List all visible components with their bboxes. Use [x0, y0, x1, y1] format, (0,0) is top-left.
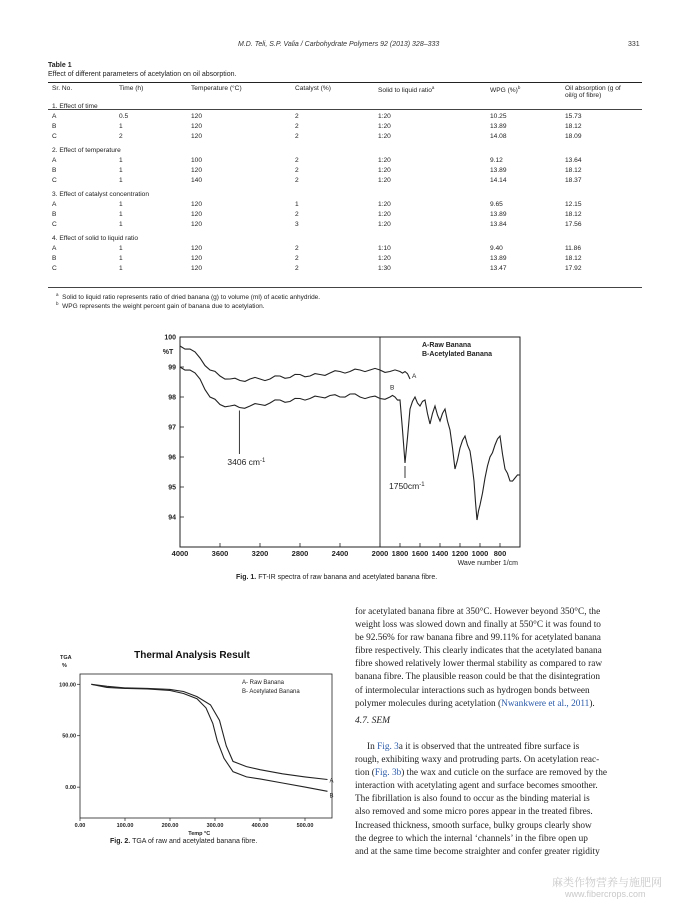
x-tick-label: 1000 — [471, 549, 489, 558]
table-cell: 1:30 — [378, 265, 391, 272]
table-cell: 18.12 — [565, 255, 582, 262]
table-cell: 2 — [295, 265, 299, 272]
table-cell: 2 — [295, 245, 299, 252]
text-line: In Fig. 3a it is observed that the untreated fibre surface is — [367, 742, 580, 752]
table-cell: 120 — [191, 265, 203, 272]
annotation-label: $1750cm^{-1}$ — [389, 481, 425, 491]
y-tick-label: 97 — [168, 424, 176, 432]
text-line: also removed and some micro pores appear in the treated fibres. — [355, 807, 593, 818]
text-line: fibre respectively. This clearly indicates that the acetylated banana — [355, 646, 602, 657]
col-header: Time (h) — [119, 85, 144, 92]
table-cell: 1:20 — [378, 157, 391, 164]
table-row — [52, 167, 642, 177]
table-cell: 1:20 — [378, 177, 391, 184]
tga-curve — [91, 684, 327, 779]
text-line: rough, exhibiting waxy and protruding parts. On acetylation reac- — [355, 755, 600, 766]
text-line: and at the same time become straighter and confer greater rigidity — [355, 846, 600, 857]
x-tick-label: 4000 — [171, 549, 189, 558]
table-cell: 14.14 — [490, 177, 507, 184]
text-line: polymer molecules during acetylation (Nwankwere et al., 2011). — [355, 698, 595, 709]
table-cell: 120 — [191, 211, 203, 218]
table-cell: 140 — [191, 177, 203, 184]
table-cell: 1 — [119, 167, 123, 174]
table-label: Table 1 — [48, 62, 72, 69]
table-caption: Effect of different parameters of acetylation on oil absorption. — [48, 71, 237, 78]
figure-link[interactable]: Fig. 3 — [377, 742, 399, 752]
table-header-row — [52, 85, 642, 99]
plot-frame — [80, 674, 332, 818]
x-tick-label: 2000 — [371, 549, 389, 558]
x-tick-label: 1400 — [431, 549, 449, 558]
legend-entry: B-Acetylated Banana — [422, 351, 493, 358]
table-cell: 18.12 — [565, 211, 582, 218]
text-line: tion (Fig. 3b) the wax and cuticle on the surface are removed by the — [355, 768, 607, 779]
ftir-chart — [150, 325, 530, 570]
text-line: of intermolecular interactions such as hydrogen bonds between — [355, 685, 590, 696]
table-cell: 18.09 — [565, 133, 582, 140]
figure-link[interactable]: Fig. 3b — [374, 768, 402, 779]
table-cell: B — [52, 211, 57, 218]
table-cell: 120 — [191, 113, 203, 120]
x-tick-label: 800 — [493, 549, 507, 558]
table-footnote-a: $^a$ Solid to liquid ratio represents ratio of dried banana (g) to volume (ml) of acetic anhydride. — [56, 292, 321, 302]
x-tick-label: 3200 — [251, 549, 269, 558]
x-tick-label: 1800 — [391, 549, 409, 558]
text-line: be 92.56% for raw banana fibre and 99.11% for acetylated banana — [355, 633, 601, 644]
table-cell: 17.56 — [565, 221, 582, 228]
group-title: 4. Effect of solid to liquid ratio — [52, 235, 139, 242]
table-cell: 14.08 — [490, 133, 507, 140]
watermark-text: 麻类作物营养与施肥网 — [552, 877, 662, 889]
table-cell: 120 — [191, 255, 203, 262]
table-cell: 1:20 — [378, 113, 391, 120]
table-cell: 1:20 — [378, 201, 391, 208]
table-cell: 2 — [295, 211, 299, 218]
table-cell: 1 — [119, 221, 123, 228]
table-cell: 1 — [119, 245, 123, 252]
x-tick-label: 300.00 — [206, 823, 224, 829]
text-line: banana fibre. The plausible reason could be that the disintegration — [355, 672, 601, 683]
table-cell: 13.64 — [565, 157, 582, 164]
table-cell: 1 — [119, 255, 123, 262]
tga-chart — [48, 640, 340, 837]
table-cell: C — [52, 221, 57, 228]
table-row — [52, 177, 642, 187]
table-cell: 18.12 — [565, 167, 582, 174]
watermark-url: www.fibercrops.com — [565, 889, 646, 899]
table-cell: 1:20 — [378, 123, 391, 130]
table-cell: 1:20 — [378, 133, 391, 140]
col-header: WPG (%)$^b$ — [490, 85, 521, 95]
y-tick-label: 100.00 — [59, 682, 76, 689]
table-row — [52, 221, 642, 231]
table-cell: 1:20 — [378, 221, 391, 228]
table-cell: C — [52, 265, 57, 272]
table-group-row — [52, 99, 642, 113]
table-row — [52, 133, 642, 143]
table-cell: 2 — [295, 133, 299, 140]
y-tick-label: 94 — [168, 514, 176, 522]
table-cell: 13.89 — [490, 255, 507, 262]
group-title: 3. Effect of catalyst concentration — [52, 191, 150, 198]
text-line: Increased thickness, smooth surface, bulky groups clearly show — [355, 820, 592, 831]
table-cell: 10.25 — [490, 113, 507, 120]
group-title: 2. Effect of temperature — [52, 147, 121, 154]
table-row — [52, 245, 642, 255]
x-tick-label: 100.00 — [116, 823, 134, 829]
legend-entry: B- Acetylated Banana — [242, 689, 300, 695]
x-tick-label: 3600 — [211, 549, 229, 558]
text-line: for acetylated banana fibre at 350°C. However beyond 350°C, the — [355, 607, 601, 617]
running-title: M.D. Teli, S.P. Valia / Carbohydrate Polymers 92 (2013) 328–333 — [238, 41, 440, 48]
table-cell: 9.65 — [490, 201, 503, 208]
table-cell: 120 — [191, 123, 203, 130]
col-header: Catalyst (%) — [295, 85, 331, 92]
curve-label: A — [412, 373, 417, 380]
figure1-caption: Fig. 1. FT-IR spectra of raw banana and acetylated banana fibre. — [236, 574, 438, 581]
table-cell: 1 — [119, 211, 123, 218]
x-tick-label: 200.00 — [161, 823, 179, 829]
table-top-rule — [48, 82, 642, 83]
spectrum-line — [180, 367, 520, 520]
x-tick-label: 0.00 — [74, 823, 86, 829]
text-line: The fibrillation is also found to occur as the binding material is — [355, 794, 590, 805]
table-cell: 17.92 — [565, 265, 582, 272]
table-cell: 2 — [295, 157, 299, 164]
table-cell: 1 — [119, 201, 123, 208]
table-cell: 13.47 — [490, 265, 507, 272]
text-line: weight loss was slowed down and finally at 550°C it was found to — [355, 620, 601, 631]
text-line: interaction with acetylating agent and surface becomes smoother. — [355, 781, 598, 792]
data-table — [52, 85, 642, 275]
y-tick-label: 50.00 — [62, 733, 76, 740]
table-cell: 100 — [191, 157, 203, 164]
x-tick-label: 500.00 — [296, 823, 314, 829]
table-cell: 18.12 — [565, 123, 582, 130]
x-tick-label: 400.00 — [251, 823, 269, 829]
y-axis-label: TGA — [60, 655, 72, 661]
x-axis-label: Wave number 1/cm — [457, 560, 518, 567]
table-cell: 13.89 — [490, 167, 507, 174]
table-row — [52, 123, 642, 133]
table-cell: 0.5 — [119, 113, 129, 120]
table-cell: A — [52, 201, 57, 208]
table-cell: 1:20 — [378, 211, 391, 218]
sem-paragraph — [355, 741, 642, 859]
curve-label: B — [329, 793, 334, 800]
table-cell: 120 — [191, 133, 203, 140]
table-cell: 2 — [119, 133, 123, 140]
table-cell: 1 — [119, 177, 123, 184]
legend-entry: A- Raw Banana — [242, 680, 285, 686]
table-footnote-b: $^b$ WPG represents the weight percent gain of banana due to acetylation. — [56, 301, 265, 311]
section-heading: 4.7. SEM — [355, 716, 391, 726]
table-cell: 1 — [119, 123, 123, 130]
results-paragraph — [355, 606, 642, 711]
table-cell: 2 — [295, 255, 299, 262]
table-cell: A — [52, 113, 57, 120]
table-cell: 120 — [191, 245, 203, 252]
table-cell: A — [52, 245, 57, 252]
col-header: Temperature (°C) — [191, 85, 242, 92]
table-cell: 9.40 — [490, 245, 503, 252]
table-row — [52, 157, 642, 167]
y-tick-label: 100 — [164, 334, 176, 342]
x-tick-label: 1200 — [451, 549, 469, 558]
y-axis-label: %T — [162, 349, 174, 356]
table-row — [52, 255, 642, 265]
table-cell: 13.84 — [490, 221, 507, 228]
table-cell: 1 — [295, 201, 299, 208]
table-cell: B — [52, 123, 57, 130]
table-row — [52, 265, 642, 275]
y-tick-label: 95 — [168, 484, 176, 492]
table-cell: 1 — [119, 265, 123, 272]
group-title: 1. Effect of time — [52, 103, 98, 110]
table-cell: 120 — [191, 221, 203, 228]
annotation-label: 3406 $cm^{-1}$ — [227, 457, 266, 467]
table-cell: 11.86 — [565, 245, 582, 252]
table-cell: 1:20 — [378, 167, 391, 174]
y-tick-label: 96 — [168, 454, 176, 462]
table-group-row — [52, 231, 642, 245]
table-cell: 2 — [295, 113, 299, 120]
x-tick-label: 2800 — [291, 549, 309, 558]
table-cell: C — [52, 133, 57, 140]
x-axis-label: Temp °C — [188, 831, 211, 837]
table-bottom-rule — [48, 287, 642, 288]
table-cell: B — [52, 167, 57, 174]
table-row — [52, 211, 642, 221]
x-tick-label: 2400 — [331, 549, 349, 558]
col-header: Solid to liquid ratio$^a$ — [378, 85, 435, 95]
figure2-caption: Fig. 2. TGA of raw and acetylated banana fibre. — [110, 838, 258, 845]
citation-link[interactable]: Nwankwere et al., 2011 — [501, 698, 590, 709]
table-cell: 13.89 — [490, 211, 507, 218]
y-tick-label: 99 — [168, 364, 176, 372]
table-group-row — [52, 143, 642, 157]
text-line: the degree to which the internal ‘channels’ in the fibre open up — [355, 833, 588, 844]
table-cell: 120 — [191, 201, 203, 208]
table-cell: 2 — [295, 177, 299, 184]
table-cell: 2 — [295, 167, 299, 174]
table-cell: 13.89 — [490, 123, 507, 130]
table-cell: 12.15 — [565, 201, 582, 208]
table-cell: 3 — [295, 221, 299, 228]
text-line: fibre showed relatively lower thermal stability as compared to raw — [355, 659, 603, 670]
table-cell: 15.73 — [565, 113, 582, 120]
col-header: Sr. No. — [52, 85, 73, 92]
legend-entry: A-Raw Banana — [422, 342, 472, 349]
table-cell: 1:10 — [378, 245, 391, 252]
table-cell: 120 — [191, 167, 203, 174]
table-cell: C — [52, 177, 57, 184]
spectrum-line — [180, 346, 410, 381]
y-tick-label: 98 — [168, 394, 176, 402]
table-group-row — [52, 187, 642, 201]
curve-label: B — [390, 384, 395, 392]
chart-title: Thermal Analysis Result — [134, 650, 250, 661]
table-row — [52, 113, 642, 123]
table-cell: B — [52, 255, 57, 262]
table-cell: A — [52, 157, 57, 164]
y-axis-unit: % — [62, 663, 67, 669]
col-header: Oil absorption (g of oil/g of fibre) — [565, 85, 621, 99]
table-cell: 1:20 — [378, 255, 391, 262]
plot-frame — [180, 337, 520, 547]
y-tick-label: 0.00 — [65, 785, 76, 792]
table-row — [52, 201, 642, 211]
table-cell: 1 — [119, 157, 123, 164]
table-cell: 18.37 — [565, 177, 582, 184]
curve-label: A — [329, 778, 334, 785]
page-number: 331 — [628, 41, 640, 48]
table-cell: 2 — [295, 123, 299, 130]
table-cell: 9.12 — [490, 157, 503, 164]
x-tick-label: 1600 — [411, 549, 429, 558]
